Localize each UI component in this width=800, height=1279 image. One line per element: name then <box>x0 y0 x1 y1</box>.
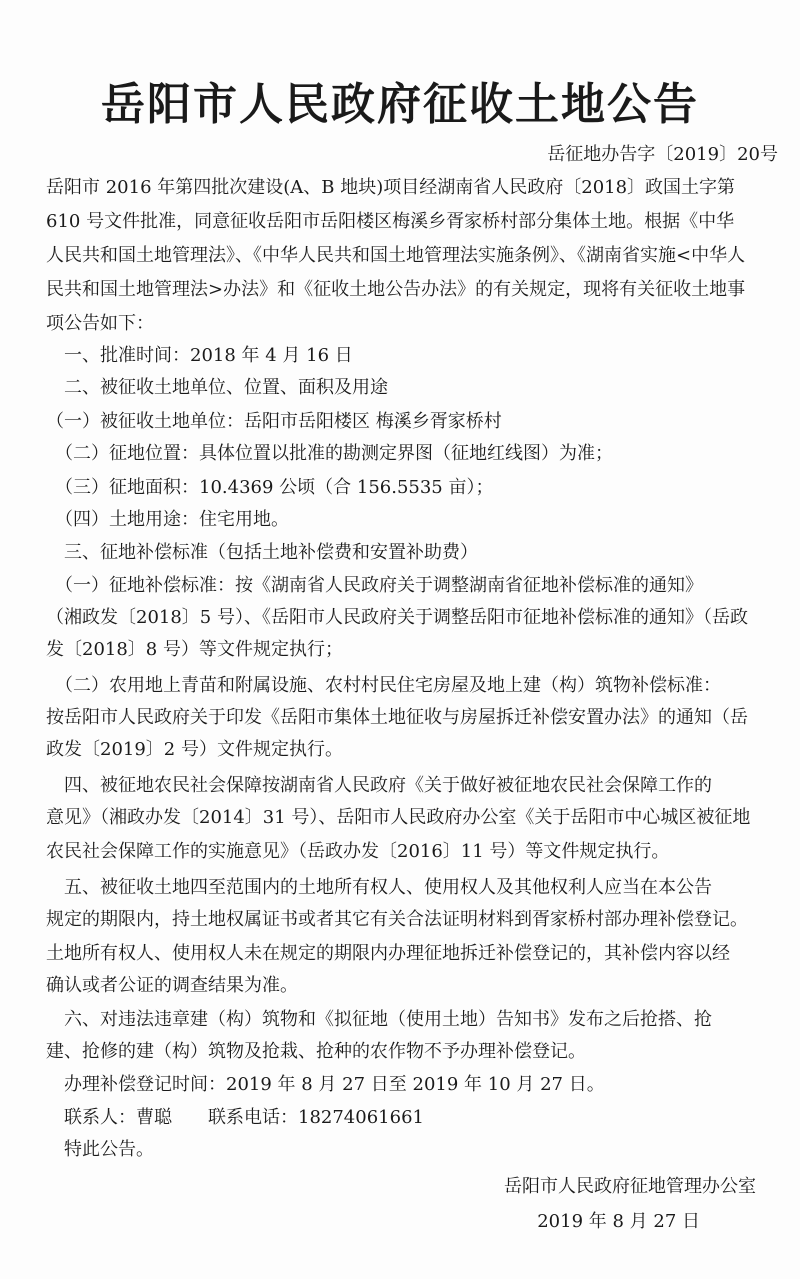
text-line: （湘政发〔2018〕5 号）、《岳阳市人民政府关于调整岳阳市征地补偿标准的通知》（岳政 <box>46 607 748 628</box>
text-line: 610 号文件批准，同意征收岳阳市岳阳楼区梅溪乡胥家桥村部分集体土地。根据《中华 <box>46 211 735 232</box>
text-line: 确认或者公证的调查结果为准。 <box>46 975 298 996</box>
text-line: 按岳阳市人民政府关于印发《岳阳市集体土地征收与房屋拆迁补偿安置办法》的通知（岳 <box>46 707 748 728</box>
text-line: 农民社会保障工作的实施意见》（岳政办发〔2016〕11 号）等文件规定执行。 <box>46 841 670 862</box>
text-line: （二）征地位置：具体位置以批准的勘测定界图（征地红线图）为准； <box>46 443 613 464</box>
text-line: 意见》（湘政办发〔2014〕31 号）、岳阳市人民政府办公室《关于岳阳市中心城区被征地 <box>46 807 751 828</box>
text-line: 五、被征收土地四至范围内的土地所有权人、使用权人及其他权利人应当在本公告 <box>46 877 712 898</box>
text-line: 规定的期限内，持土地权属证书或者其它有关合法证明材料到胥家桥村部办理补偿登记。 <box>46 909 748 930</box>
text-line: （一）被征收土地单位：岳阳市岳阳楼区 梅溪乡胥家桥村 <box>46 411 502 432</box>
text-line: 三、征地补偿标准（包括土地补偿费和安置补助费） <box>46 542 478 563</box>
issuer-name: 岳阳市人民政府征地管理办公室 <box>504 1176 756 1197</box>
text-line: 办理补偿登记时间：2019 年 8 月 27 日至 2019 年 10 月 27 日。 <box>46 1074 605 1095</box>
text-line: 民共和国土地管理法>办法》和《征收土地公告办法》的有关规定，现将有关征收土地事 <box>46 279 746 300</box>
text-line: 二、被征收土地单位、位置、面积及用途 <box>46 377 388 398</box>
page-title: 岳阳市人民政府征收土地公告 <box>101 79 699 130</box>
text-line: 联系人：曹聪 联系电话：18274061661 <box>46 1107 424 1128</box>
text-line: （二）农用地上青苗和附属设施、农村村民住宅房屋及地上建（构）筑物补偿标准： <box>46 675 721 696</box>
text-line: 政发〔2019〕2 号）文件规定执行。 <box>46 739 343 760</box>
text-line: 发〔2018〕8 号）等文件规定执行； <box>46 639 343 660</box>
text-line: 特此公告。 <box>46 1139 154 1160</box>
issue-date: 2019 年 8 月 27 日 <box>537 1211 700 1232</box>
text-line: 六、对违法违章建（构）筑物和《拟征地（使用土地）告知书》发布之后抢搭、抢 <box>46 1009 712 1030</box>
text-line: （四）土地用途：住宅用地。 <box>46 509 289 530</box>
text-line: 人民共和国土地管理法》、《中华人民共和国土地管理法实施条例》、《湖南省实施<中华人 <box>46 245 746 266</box>
text-line: 项公告如下： <box>46 313 154 334</box>
text-line: （一）征地补偿标准：按《湖南省人民政府关于调整湖南省征地补偿标准的通知》 <box>46 575 703 596</box>
document-number: 岳征地办告字〔2019〕20号 <box>547 144 778 165</box>
text-line: 建、抢修的建（构）筑物及抢栽、抢种的农作物不予办理补偿登记。 <box>46 1041 586 1062</box>
text-line: （三）征地面积：10.4369 公顷（合 156.5535 亩）； <box>46 477 494 498</box>
text-line: 四、被征地农民社会保障按湖南省人民政府《关于做好被征地农民社会保障工作的 <box>46 775 712 796</box>
text-line: 土地所有权人、使用权人未在规定的期限内办理征地拆迁补偿登记的，其补偿内容以经 <box>46 943 730 964</box>
text-line: 岳阳市 2016 年第四批次建设(A、B 地块)项目经湖南省人民政府〔2018〕政国土字第 <box>46 177 736 198</box>
text-line: 一、批准时间：2018 年 4 月 16 日 <box>46 345 353 366</box>
